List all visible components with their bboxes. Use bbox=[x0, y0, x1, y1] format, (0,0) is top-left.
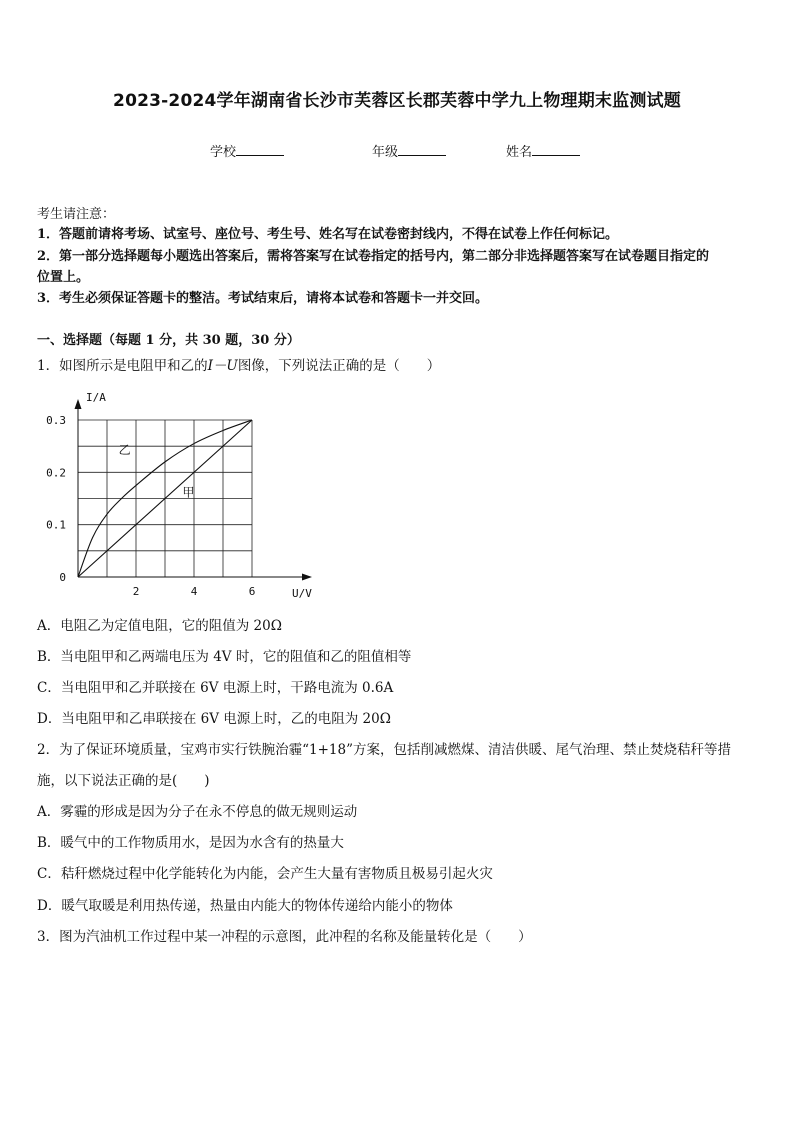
iu-chart bbox=[40, 385, 380, 610]
question-1-stem bbox=[37, 354, 440, 374]
school-blank[interactable] bbox=[236, 143, 284, 156]
section-heading: 一、选择题（每题 1 分，共 30 题，30 分） bbox=[37, 333, 300, 348]
q2-option-a[interactable]: A．雾霾的形成是因为分子在永不停息的做无规则运动 bbox=[37, 804, 358, 820]
grade-field[interactable] bbox=[372, 141, 446, 160]
q1-option-d[interactable]: D．当电阻甲和乙串联接在 6V 电源上时，乙的电阻为 20Ω bbox=[37, 711, 391, 727]
series-label-yi: 乙 bbox=[118, 443, 131, 458]
notice-item-3: 3．考生必须保证答题卡的整洁。考试结束后，请将本试卷和答题卡一并交回。 bbox=[37, 291, 489, 306]
chart-labels bbox=[46, 391, 312, 600]
question-3-stem: 3．图为汽油机工作过程中某一冲程的示意图，此冲程的名称及能量转化是（ ） bbox=[37, 929, 532, 945]
y-tick-label: 0.3 bbox=[46, 414, 66, 427]
y-axis-label: I/A bbox=[86, 391, 106, 404]
x-axis-label: U/V bbox=[292, 587, 312, 600]
x-axis-arrow-icon bbox=[302, 574, 312, 581]
school-field[interactable] bbox=[210, 141, 284, 160]
origin-label: 0 bbox=[59, 571, 66, 584]
grade-label: 年级 bbox=[372, 145, 399, 160]
question-1-prefix: 1．如图所示是电阻甲和乙的 bbox=[37, 358, 208, 374]
q1-option-a[interactable]: A．电阻乙为定值电阻，它的阻值为 20Ω bbox=[37, 618, 282, 634]
notice-item-2: 2．第一部分选择题每小题选出答案后，需将答案写在试卷指定的括号内，第二部分非选择题答案写在试卷题目指定的 bbox=[37, 249, 710, 264]
q1-option-b[interactable]: B．当电阻甲和乙两端电压为 4V 时，它的阻值和乙的阻值相等 bbox=[37, 649, 412, 665]
name-label: 姓名 bbox=[506, 145, 533, 160]
exam-title: 2023-2024学年湖南省长沙市芙蓉区长郡芙蓉中学九上物理期末监测试题 bbox=[113, 91, 681, 111]
y-tick-label: 0.1 bbox=[46, 518, 66, 532]
q2-option-b[interactable]: B．暖气中的工作物质用水，是因为水含有的热量大 bbox=[37, 835, 344, 851]
question-1-suffix: 图像，下列说法正确的是（ ） bbox=[237, 358, 441, 374]
y-axis-arrow-icon bbox=[75, 399, 82, 409]
grade-blank[interactable] bbox=[398, 143, 446, 156]
x-tick-label: 2 bbox=[132, 585, 140, 598]
name-field[interactable] bbox=[506, 141, 580, 160]
x-tick-label: 6 bbox=[248, 585, 256, 598]
name-blank[interactable] bbox=[532, 143, 580, 156]
question-2-line-1: 2．为了保证环境质量，宝鸡市实行铁腕治霾“1+18”方案，包括削减燃煤、清洁供暖、尾气治理、禁止焚烧秸秆等措 bbox=[37, 742, 731, 758]
notice-heading: 考生请注意： bbox=[37, 207, 116, 222]
question-2-line-2: 施，以下说法正确的是( ) bbox=[37, 773, 210, 789]
notice-item-2-cont: 位置上。 bbox=[37, 270, 90, 285]
series-label-jia: 甲 bbox=[182, 485, 195, 500]
notice-item-1: 1．答题前请将考场、试室号、座位号、考生号、姓名写在试卷密封线内，不得在试卷上作任何标记。 bbox=[37, 227, 619, 242]
q1-option-c[interactable]: C．当电阻甲和乙并联接在 6V 电源上时，干路电流为 0.6A bbox=[37, 680, 394, 696]
question-1-math: I－U bbox=[207, 358, 238, 374]
q2-option-d[interactable]: D．暖气取暖是利用热传递，热量由内能大的物体传递给内能小的物体 bbox=[37, 898, 453, 914]
y-tick-label: 0.2 bbox=[46, 466, 66, 480]
q2-option-c[interactable]: C．秸秆燃烧过程中化学能转化为内能，会产生大量有害物质且极易引起火灾 bbox=[37, 866, 493, 882]
x-tick-label: 4 bbox=[190, 585, 198, 598]
school-label: 学校 bbox=[210, 145, 237, 160]
